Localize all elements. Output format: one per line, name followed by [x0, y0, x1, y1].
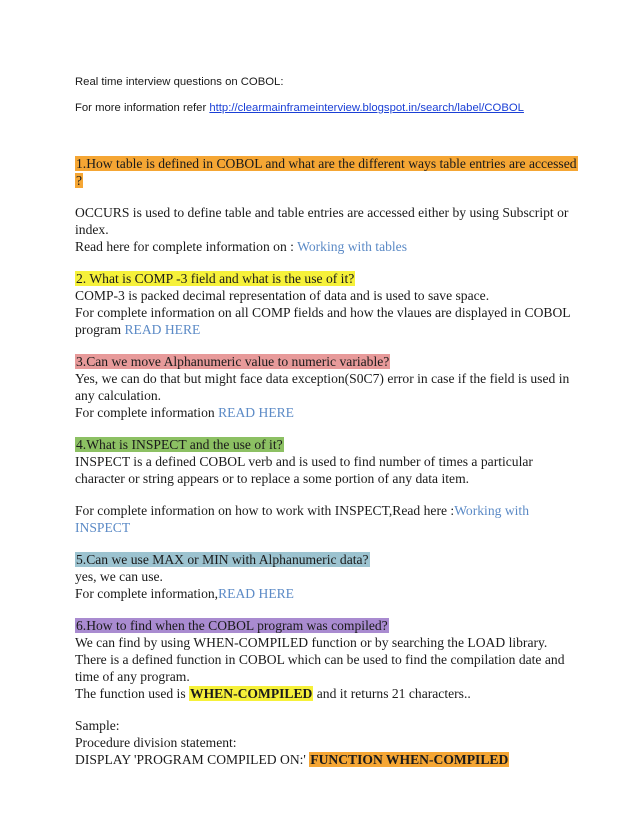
q4-question: [75, 436, 284, 454]
q4-answer-line2: character or string appears or to replace a some portion of any data item.: [75, 471, 470, 486]
q3-answer-line2: any calculation.: [75, 388, 162, 403]
document-title: Real time interview questions on COBOL:: [75, 76, 284, 88]
q5-info-line: [75, 585, 294, 603]
q1-question-highlight-end: ?: [76, 173, 83, 188]
q2-answer-line2: For complete information on all COMP fields and how the vlaues are displayed in COBOL: [75, 305, 571, 320]
q3-info-line: [75, 404, 294, 422]
q1-question-highlight: 1.How table is defined in COBOL and what are the different ways table entries are accessed: [76, 156, 577, 171]
q6-function-suffix: and it returns 21 characters..: [313, 686, 471, 701]
q4-question-highlight: 4.What is INSPECT and the use of it?: [76, 437, 283, 452]
q2-question-highlight: 2. What is COMP -3 field and what is the use of it?: [76, 271, 355, 286]
q3-answer-line1: Yes, we can do that but might face data exception(S0C7) error in case if the field is used in: [75, 371, 570, 386]
q1-question-line1: [75, 155, 578, 173]
q5-answer-line1: yes, we can use.: [75, 569, 163, 584]
refer-prefix: For more information refer: [75, 102, 210, 114]
q2-read-here-link[interactable]: READ HERE: [124, 322, 201, 337]
blog-link[interactable]: http://clearmainframeinterview.blogspot.in/search/label/COBOL: [209, 102, 524, 114]
q4-answer-line1: INSPECT is a defined COBOL verb and is used to find number of times a particular: [75, 454, 533, 469]
q6-question-highlight: 6.How to find when the COBOL program was compiled?: [76, 618, 388, 633]
q4-info-line: [75, 502, 529, 520]
q1-answer-line1: OCCURS is used to define table and table entries are accessed either by using Subscript or: [75, 205, 569, 220]
q4-inspect-link-part1[interactable]: Working with: [454, 503, 529, 518]
q5-info-prefix: For complete information,: [75, 586, 219, 601]
q6-function-line: [75, 685, 471, 703]
q2-program-prefix: program: [75, 322, 125, 337]
q2-question: [75, 270, 355, 288]
q6-answer-line1: We can find by using WHEN-COMPILED function or by searching the LOAD library.: [75, 635, 548, 650]
q4-info-prefix: For complete information on how to work with INSPECT,Read here :: [75, 503, 455, 518]
q5-read-here-link[interactable]: READ HERE: [218, 586, 294, 601]
q2-program-line: [75, 321, 200, 339]
q1-answer-line2: index.: [75, 222, 109, 237]
q4-info-line2: [75, 519, 130, 537]
q4-inspect-link-part2[interactable]: INSPECT: [75, 520, 131, 535]
q6-display-function: FUNCTION WHEN-COMPILED: [310, 752, 509, 767]
q6-answer-line2: There is a defined function in COBOL which can be used to find the compilation date and: [75, 652, 565, 667]
q1-read-line: [75, 238, 407, 256]
q6-display-line: [75, 751, 509, 769]
q5-question: [75, 551, 370, 569]
q6-display-prefix: DISPLAY 'PROGRAM COMPILED ON:': [75, 752, 310, 767]
q3-question-highlight: 3.Can we move Alphanumeric value to numeric variable?: [76, 354, 390, 369]
refer-line: [75, 102, 524, 114]
q1-tables-link[interactable]: Working with tables: [297, 239, 407, 254]
q6-procedure-line: Procedure division statement:: [75, 735, 237, 750]
q3-read-here-link[interactable]: READ HERE: [218, 405, 294, 420]
q3-info-prefix: For complete information: [75, 405, 219, 420]
q3-question: [75, 353, 390, 371]
q1-read-prefix: Read here for complete information on :: [75, 239, 298, 254]
q5-question-highlight: 5.Can we use MAX or MIN with Alphanumeric data?: [76, 552, 369, 567]
q6-sample-label: Sample:: [75, 718, 120, 733]
q1-question-line2: [75, 172, 83, 190]
q6-answer-line3: time of any program.: [75, 669, 190, 684]
q6-function-prefix: The function used is: [75, 686, 190, 701]
q2-answer-line1: COMP-3 is packed decimal representation of data and is used to save space.: [75, 288, 490, 303]
q6-function-name: WHEN-COMPILED: [190, 686, 313, 701]
q6-question: [75, 617, 389, 635]
